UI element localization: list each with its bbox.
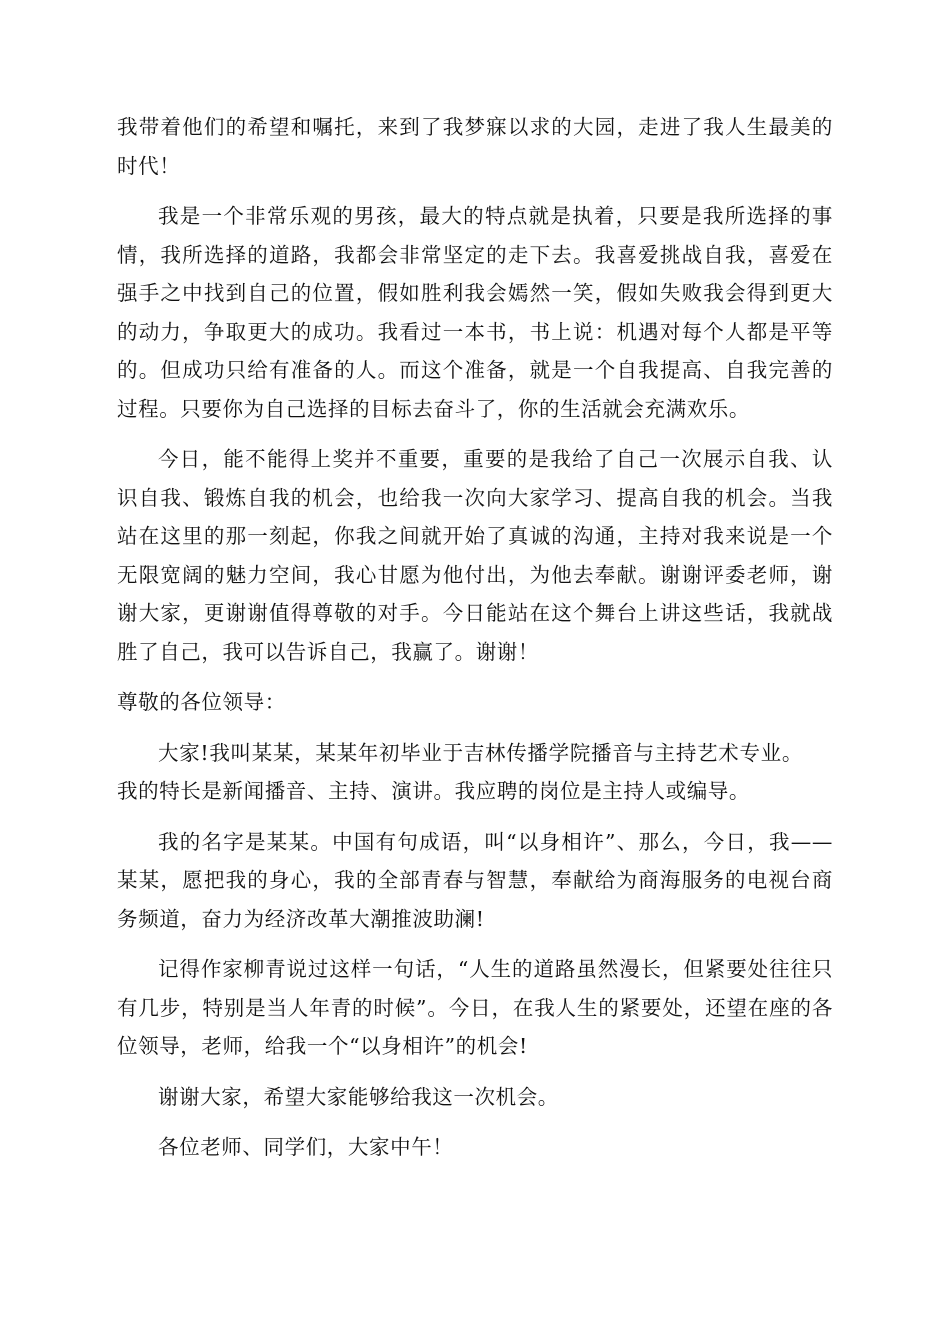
- paragraph-closing-thanks: 今日，能不能得上奖并不重要，重要的是我给了自己一次展示自我、认识自我、锻炼自我的机会，也给我一次向大家学习、提高自我的机会。当我站在这里的那一刻起，你我之间就开始了真诚的沟通，主持对我来说是一个无限宽阔的魅力空间，我心甘愿为他付出，为他去奉献。谢谢评委老师，谢谢大家，更谢谢值得尊敬的对手。今日能站在这个舞台上讲这些话，我就战胜了自己，我可以告诉自己，我赢了。谢谢！: [117, 447, 833, 664]
- paragraph-applicant-intro: 大家!我叫某某，某某年初毕业于吉林传播学院播音与主持艺术专业。我的特长是新闻播音、主持、演讲。我应聘的岗位是主持人或编导。: [117, 740, 803, 803]
- paragraph-salutation: 尊敬的各位领导：: [117, 690, 286, 714]
- paragraph-thanks: 谢谢大家，希望大家能够给我这一次机会。: [158, 1084, 559, 1109]
- paragraph-opening: 我带着他们的希望和嘱托，来到了我梦寐以求的大园，走进了我人生最美的时代！: [117, 115, 833, 178]
- paragraph-name-pledge: 我的名字是某某。中国有句成语，叫“以身相许”、那么，今日，我——某某，愿把我的身心，我的全部青春与智慧，奉献给为商海服务的电视台商务频道，奋力为经济改革大潮推波助澜!: [117, 829, 833, 931]
- document-page: [117, 108, 833, 1179]
- paragraph-self-introduction: 我是一个非常乐观的男孩，最大的特点就是执着，只要是我所选择的事情，我所选择的道路，我都会非常坚定的走下去。我喜爱挑战自我，喜爱在强手之中找到自己的位置，假如胜利我会嫣然一笑，假如失败我会得到更大的动力，争取更大的成功。我看过一本书，书上说：机遇对每个人都是平等的。但成功只给有准备的人。而这个准备，就是一个自我提高、自我完善的过程。只要你为自己选择的目标去奋斗了，你的生活就会充满欢乐。: [117, 204, 833, 421]
- paragraph-greeting: 各位老师、同学们，大家中午！: [158, 1135, 454, 1159]
- paragraph-quote: 记得作家柳青说过这样一句话，“人生的道路虽然漫长，但紧要处往往只有几步，特别是当人年青的时候”。今日，在我人生的紧要处，还望在座的各位领导，老师，给我一个“以身相许”的机会!: [117, 957, 833, 1058]
